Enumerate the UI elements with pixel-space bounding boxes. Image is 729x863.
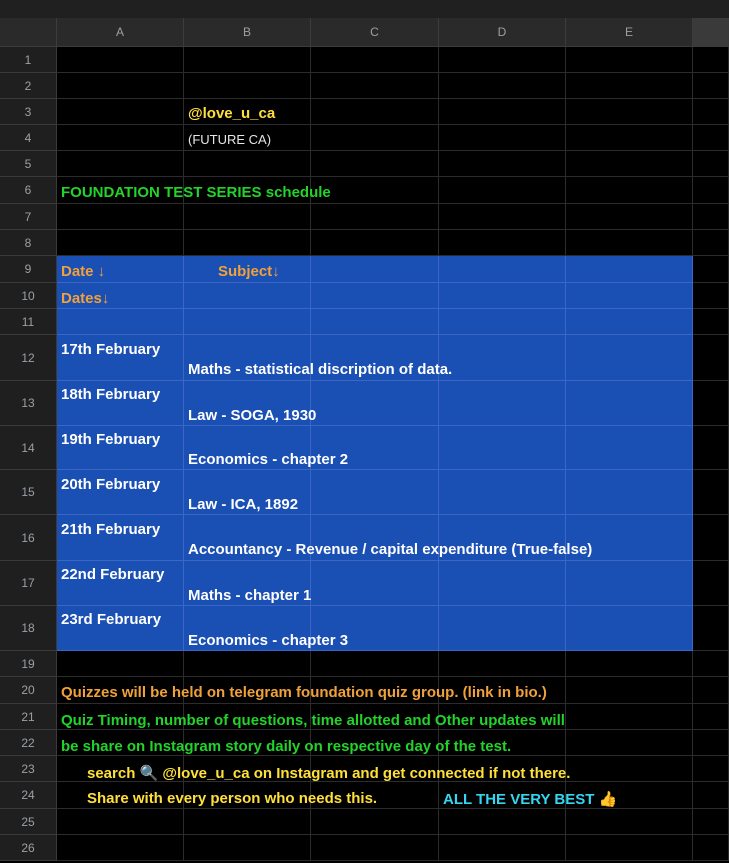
- grid-cell[interactable]: [566, 256, 693, 283]
- column-header[interactable]: B: [184, 18, 311, 47]
- grid-cell[interactable]: [439, 470, 566, 515]
- grid-cell[interactable]: [439, 125, 566, 151]
- grid-cell[interactable]: [566, 835, 693, 861]
- grid-cell[interactable]: [566, 381, 693, 426]
- grid-cell[interactable]: [693, 335, 729, 381]
- column-header[interactable]: D: [439, 18, 566, 47]
- quiz-info-note: Quizzes will be held on telegram foundation quiz group. (link in bio.): [61, 684, 547, 701]
- search-note: search 🔍 @love_u_ca on Instagram and get connected if not there.: [87, 765, 571, 782]
- grid-cell[interactable]: [693, 561, 729, 606]
- grid-cell[interactable]: [693, 283, 729, 309]
- grid-cell[interactable]: [566, 606, 693, 651]
- grid-cell[interactable]: [57, 230, 184, 256]
- grid-cell[interactable]: [439, 47, 566, 73]
- grid-cell[interactable]: [693, 151, 729, 177]
- grid-cell[interactable]: [57, 73, 184, 99]
- row-header[interactable]: 7: [0, 204, 57, 230]
- grid-cell[interactable]: [311, 125, 439, 151]
- column-header-overflow: [693, 18, 729, 47]
- entry-subject: Economics - chapter 2: [188, 451, 349, 468]
- row-header[interactable]: 2: [0, 73, 57, 99]
- grid-cell[interactable]: [693, 381, 729, 426]
- toolbar-strip: [0, 0, 729, 18]
- row-header[interactable]: 22: [0, 730, 57, 756]
- row-header[interactable]: 16: [0, 515, 57, 561]
- entry-subject: Accountancy - Revenue / capital expenditure (True-false): [188, 541, 593, 558]
- grid-cell[interactable]: [693, 426, 729, 470]
- grid-cell[interactable]: [311, 283, 439, 309]
- grid-cell[interactable]: [311, 256, 439, 283]
- row-header[interactable]: 15: [0, 470, 57, 515]
- grid-cell[interactable]: [311, 381, 439, 426]
- row-header[interactable]: 5: [0, 151, 57, 177]
- entry-subject: Maths - statistical discription of data.: [188, 361, 453, 378]
- grid-cell[interactable]: [566, 99, 693, 125]
- grid-cell[interactable]: [439, 561, 566, 606]
- grid-cell[interactable]: [439, 381, 566, 426]
- grid-cell[interactable]: [311, 809, 439, 835]
- grid-cell[interactable]: [57, 651, 184, 677]
- date-column-header: Date ↓: [61, 263, 106, 280]
- grid-cell[interactable]: [566, 283, 693, 309]
- grid-cell[interactable]: [693, 73, 729, 99]
- grid-cell[interactable]: [566, 177, 693, 204]
- grid-cell[interactable]: [184, 204, 311, 230]
- grid-cell[interactable]: [693, 204, 729, 230]
- grid-cell[interactable]: [311, 470, 439, 515]
- row-header[interactable]: 8: [0, 230, 57, 256]
- row-header[interactable]: 23: [0, 756, 57, 782]
- grid-cell[interactable]: [57, 151, 184, 177]
- grid-cell[interactable]: [693, 230, 729, 256]
- grid-cell[interactable]: [693, 470, 729, 515]
- grid-cell[interactable]: [566, 151, 693, 177]
- grid-cell[interactable]: [311, 204, 439, 230]
- row-header[interactable]: 3: [0, 99, 57, 125]
- entry-date: 21th February: [61, 521, 161, 538]
- entry-subject: Law - SOGA, 1930: [188, 407, 317, 424]
- row-header[interactable]: 4: [0, 125, 57, 151]
- grid-cell[interactable]: [566, 204, 693, 230]
- grid-cell[interactable]: [57, 99, 184, 125]
- row-header[interactable]: 13: [0, 381, 57, 426]
- share-note: Share with every person who needs this.: [87, 790, 378, 807]
- row-header[interactable]: 14: [0, 426, 57, 470]
- grid-cell[interactable]: [566, 756, 693, 782]
- entry-date: 17th February: [61, 341, 161, 358]
- grid-cell[interactable]: [439, 309, 566, 335]
- grid-cell[interactable]: [311, 73, 439, 99]
- grid-cell[interactable]: [693, 606, 729, 651]
- grid-cell[interactable]: [693, 651, 729, 677]
- grid-cell[interactable]: [566, 335, 693, 381]
- grid-cell[interactable]: [439, 99, 566, 125]
- dates-header: Dates↓: [61, 290, 110, 307]
- column-header[interactable]: E: [566, 18, 693, 47]
- grid-cell[interactable]: [566, 426, 693, 470]
- row-header[interactable]: 20: [0, 677, 57, 704]
- grid-cell[interactable]: [566, 730, 693, 756]
- grid-cell[interactable]: [693, 47, 729, 73]
- grid-cell[interactable]: [184, 73, 311, 99]
- entry-subject: Maths - chapter 1: [188, 587, 312, 604]
- grid-cell[interactable]: [439, 177, 566, 204]
- grid-cell[interactable]: [184, 230, 311, 256]
- schedule-title: FOUNDATION TEST SERIES schedule: [61, 184, 331, 201]
- grid-cell[interactable]: [311, 99, 439, 125]
- grid-cell[interactable]: [693, 677, 729, 704]
- tagline-text: (FUTURE CA): [188, 132, 272, 147]
- grid-cell[interactable]: [693, 515, 729, 561]
- grid-cell[interactable]: [184, 651, 311, 677]
- grid-cell[interactable]: [439, 73, 566, 99]
- grid-cell[interactable]: [693, 756, 729, 782]
- row-header[interactable]: 9: [0, 256, 57, 283]
- grid-cell[interactable]: [184, 809, 311, 835]
- grid-cell[interactable]: [693, 730, 729, 756]
- best-wishes-note: ALL THE VERY BEST 👍: [443, 791, 618, 808]
- column-header[interactable]: A: [57, 18, 184, 47]
- entry-subject: Law - ICA, 1892: [188, 496, 299, 513]
- grid-cell[interactable]: [566, 677, 693, 704]
- row-header[interactable]: 12: [0, 335, 57, 381]
- row-header[interactable]: 10: [0, 283, 57, 309]
- grid-cell[interactable]: [57, 125, 184, 151]
- grid-cell[interactable]: [439, 835, 566, 861]
- row-header[interactable]: 18: [0, 606, 57, 651]
- grid-cell[interactable]: [439, 335, 566, 381]
- grid-cell[interactable]: [566, 470, 693, 515]
- row-header[interactable]: 1: [0, 47, 57, 73]
- grid-cell[interactable]: [693, 309, 729, 335]
- grid-cell[interactable]: [439, 256, 566, 283]
- grid-cell[interactable]: [311, 651, 439, 677]
- grid-cell[interactable]: [439, 809, 566, 835]
- row-header[interactable]: 21: [0, 704, 57, 730]
- subject-column-header: Subject↓: [218, 263, 280, 280]
- grid-cell[interactable]: [57, 309, 184, 335]
- grid-cell[interactable]: [566, 809, 693, 835]
- handle-text: @love_u_ca: [188, 105, 276, 122]
- column-header[interactable]: C: [311, 18, 439, 47]
- grid-cell[interactable]: [57, 809, 184, 835]
- grid-cell[interactable]: [693, 704, 729, 730]
- grid-cell[interactable]: [311, 47, 439, 73]
- grid-cell[interactable]: [693, 177, 729, 204]
- grid-cell[interactable]: [311, 835, 439, 861]
- grid-cell[interactable]: [566, 230, 693, 256]
- grid-cell[interactable]: [184, 283, 311, 309]
- grid-cell[interactable]: [184, 835, 311, 861]
- row-header[interactable]: 25: [0, 809, 57, 835]
- grid-cell[interactable]: [693, 99, 729, 125]
- row-header[interactable]: 24: [0, 782, 57, 809]
- row-header[interactable]: 11: [0, 309, 57, 335]
- row-header[interactable]: 26: [0, 835, 57, 861]
- grid-cell[interactable]: [184, 309, 311, 335]
- grid-cell[interactable]: [566, 309, 693, 335]
- grid-cell[interactable]: [693, 835, 729, 861]
- entry-date: 20th February: [61, 476, 161, 493]
- entry-date: 19th February: [61, 431, 161, 448]
- grid-cell[interactable]: [439, 204, 566, 230]
- grid-cell[interactable]: [566, 47, 693, 73]
- grid-cell[interactable]: [184, 151, 311, 177]
- grid-cell[interactable]: [566, 125, 693, 151]
- grid-cell[interactable]: [311, 151, 439, 177]
- entry-date: 18th February: [61, 386, 161, 403]
- grid-cell[interactable]: [57, 204, 184, 230]
- select-all-corner[interactable]: [0, 18, 57, 47]
- grid-cell[interactable]: [566, 704, 693, 730]
- grid-cell[interactable]: [439, 651, 566, 677]
- timing-note-line2: be share on Instagram story daily on respective day of the test.: [61, 738, 512, 755]
- row-header[interactable]: 19: [0, 651, 57, 677]
- grid-cell[interactable]: [311, 561, 439, 606]
- grid-cell[interactable]: [439, 606, 566, 651]
- grid-cell[interactable]: [693, 256, 729, 283]
- grid-cell[interactable]: [693, 125, 729, 151]
- grid-cell[interactable]: [311, 230, 439, 256]
- grid-cell[interactable]: [439, 151, 566, 177]
- grid-cell[interactable]: [439, 283, 566, 309]
- entry-date: 22nd February: [61, 566, 165, 583]
- grid-cell[interactable]: [57, 835, 184, 861]
- grid-cell[interactable]: [566, 561, 693, 606]
- entry-date: 23rd February: [61, 611, 162, 628]
- grid-cell[interactable]: [184, 47, 311, 73]
- grid-cell[interactable]: [566, 651, 693, 677]
- grid-cell[interactable]: [439, 426, 566, 470]
- grid-cell[interactable]: [57, 47, 184, 73]
- grid-cell[interactable]: [311, 309, 439, 335]
- grid-cell[interactable]: [566, 73, 693, 99]
- grid-cell[interactable]: [693, 782, 729, 809]
- timing-note-line1: Quiz Timing, number of questions, time allotted and Other updates will: [61, 712, 565, 729]
- row-header[interactable]: 17: [0, 561, 57, 606]
- grid-cell[interactable]: [439, 230, 566, 256]
- row-header[interactable]: 6: [0, 177, 57, 204]
- grid-cell[interactable]: [693, 809, 729, 835]
- entry-subject: Economics - chapter 3: [188, 632, 349, 649]
